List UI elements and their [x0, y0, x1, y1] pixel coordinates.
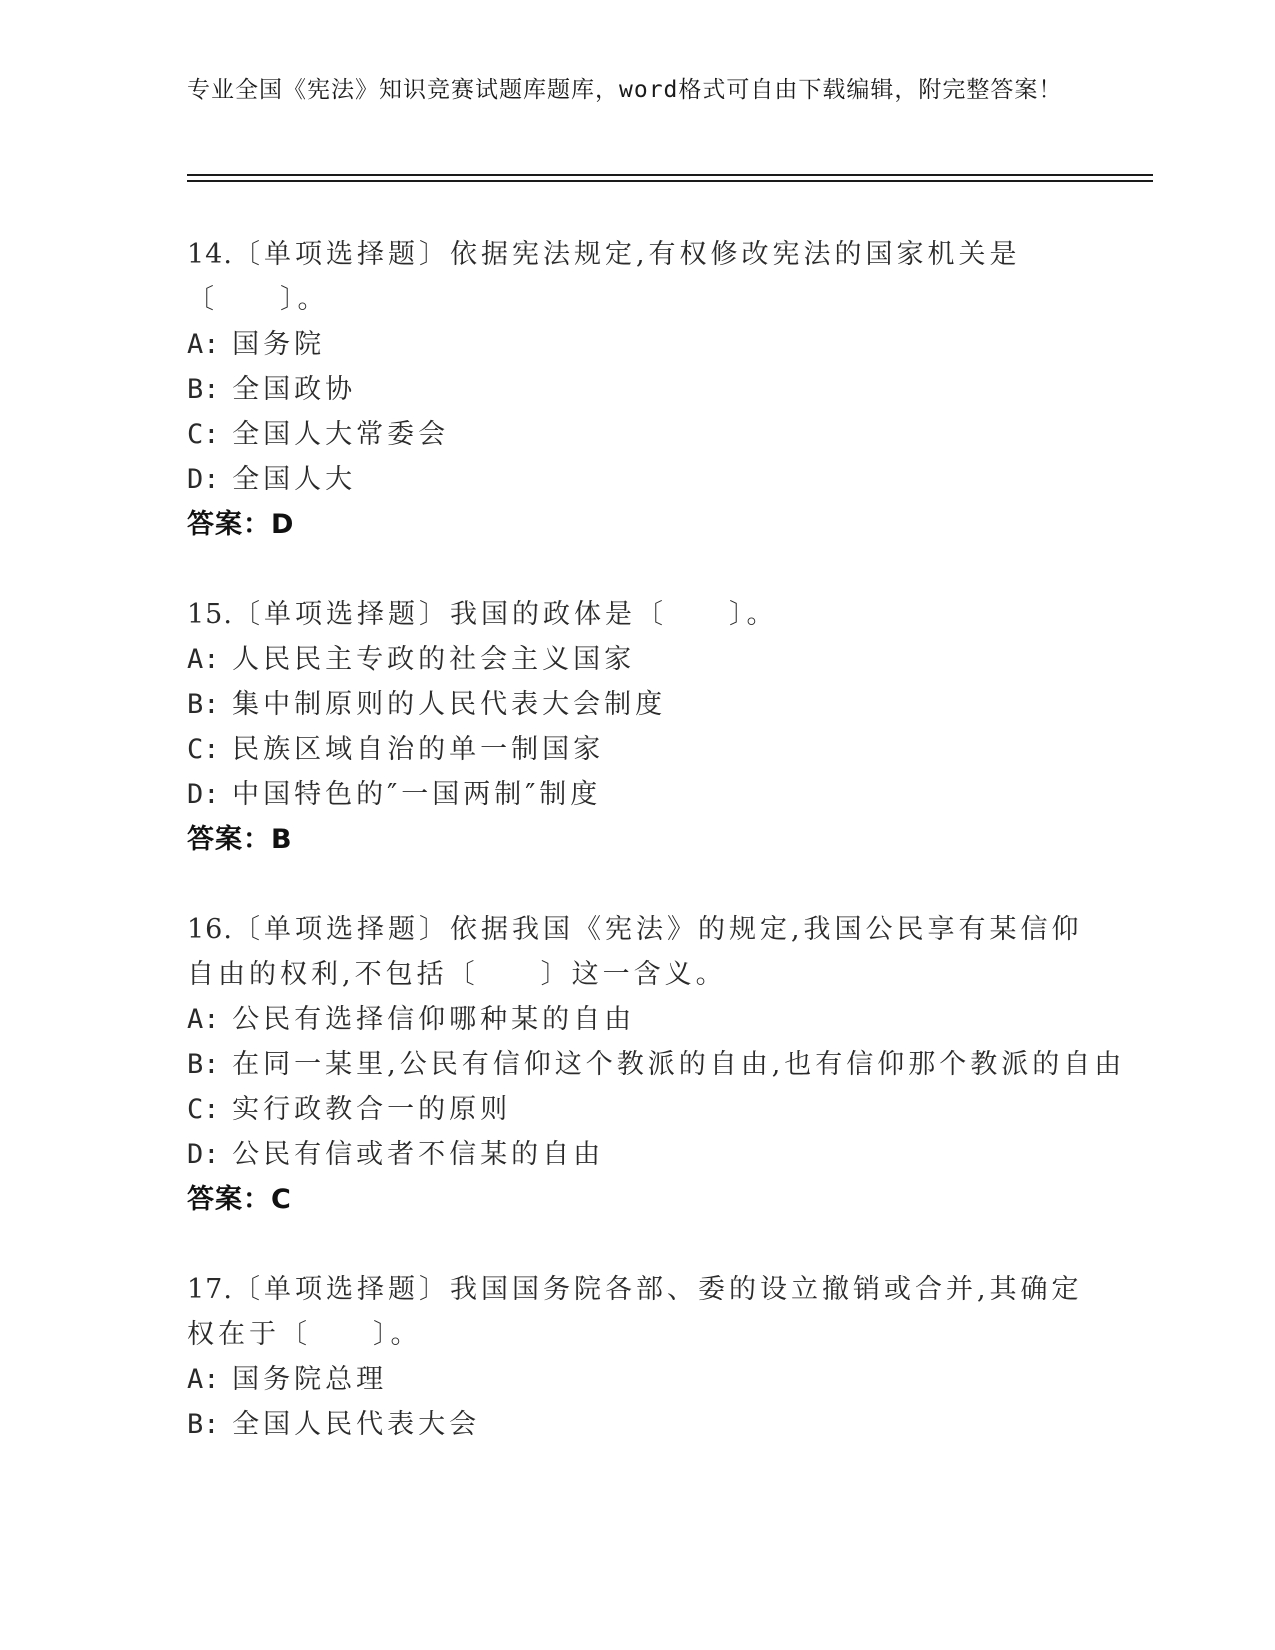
answer-line: 答案：B	[187, 824, 293, 855]
question-text	[187, 1267, 1087, 1357]
option-key: C:	[187, 419, 220, 450]
question-16	[187, 907, 1126, 1223]
question-stem: 〔单项选择题〕我国的政体是〔 〕。	[232, 599, 778, 630]
option-key: C:	[187, 734, 220, 765]
question-text	[187, 907, 1087, 997]
option-c	[187, 727, 1087, 772]
option-key: B:	[187, 1409, 220, 1440]
option-a	[187, 637, 1087, 682]
option-c	[187, 412, 1087, 457]
option-key: B:	[187, 374, 220, 405]
question-stem: 〔单项选择题〕依据我国《宪法》的规定,我国公民享有某信仰自由的权利,不包括〔 〕这一含义。	[187, 914, 1083, 990]
option-key: C:	[187, 1094, 220, 1125]
option-key: A:	[187, 1004, 220, 1035]
option-text: 民族区域自治的单一制国家	[232, 734, 605, 765]
question-text	[187, 592, 1087, 637]
question-14	[187, 232, 1087, 548]
option-text: 集中制原则的人民代表大会制度	[232, 689, 667, 720]
option-text: 中国特色的″一国两制″制度	[232, 779, 602, 810]
option-text: 全国政协	[232, 374, 357, 405]
document-header: 专业全国《宪法》知识竞赛试题库题库，word格式可自由下载编辑，附完整答案！	[187, 77, 1063, 103]
option-text: 人民民主专政的社会主义国家	[232, 644, 636, 675]
question-number: 17.	[187, 1274, 233, 1305]
question-number: 16.	[187, 914, 233, 945]
option-b	[187, 1402, 1087, 1447]
option-b	[187, 367, 1087, 412]
question-list	[187, 232, 1126, 1491]
option-key: B:	[187, 689, 220, 720]
option-text: 实行政教合一的原则	[232, 1094, 512, 1125]
question-17	[187, 1267, 1087, 1447]
option-text: 全国人大	[232, 464, 357, 495]
answer-line: 答案：D	[187, 509, 295, 540]
question-text	[187, 232, 1087, 322]
option-text: 公民有选择信仰哪种某的自由	[232, 1004, 636, 1035]
option-c	[187, 1087, 1087, 1132]
option-text: 国务院总理	[232, 1364, 388, 1395]
header-divider-top	[187, 174, 1153, 176]
option-a	[187, 322, 1087, 367]
option-b	[187, 1042, 1126, 1087]
option-text: 在同一某里,公民有信仰这个教派的自由,也有信仰那个教派的自由	[232, 1049, 1126, 1080]
option-a	[187, 1357, 1087, 1402]
option-d	[187, 457, 1087, 502]
option-b	[187, 682, 1087, 727]
option-text: 公民有信或者不信某的自由	[232, 1139, 605, 1170]
option-text: 全国人民代表大会	[232, 1409, 481, 1440]
option-text: 国务院	[232, 329, 326, 360]
option-key: D:	[187, 779, 220, 810]
option-key: B:	[187, 1049, 220, 1080]
option-d	[187, 1132, 1087, 1177]
question-number: 14.	[187, 239, 233, 270]
option-key: A:	[187, 1364, 220, 1395]
option-a	[187, 997, 1087, 1042]
question-stem: 〔单项选择题〕我国国务院各部、委的设立撤销或合并,其确定权在于〔 〕。	[187, 1274, 1083, 1350]
option-key: A:	[187, 329, 220, 360]
header-divider-bottom	[187, 180, 1153, 182]
answer-line: 答案：C	[187, 1184, 292, 1215]
question-15	[187, 592, 1087, 863]
option-key: D:	[187, 464, 220, 495]
option-key: D:	[187, 1139, 220, 1170]
option-text: 全国人大常委会	[232, 419, 450, 450]
question-number: 15.	[187, 599, 233, 630]
question-stem: 〔单项选择题〕依据宪法规定,有权修改宪法的国家机关是〔 〕。	[187, 239, 1021, 315]
option-d	[187, 772, 1087, 817]
option-key: A:	[187, 644, 220, 675]
